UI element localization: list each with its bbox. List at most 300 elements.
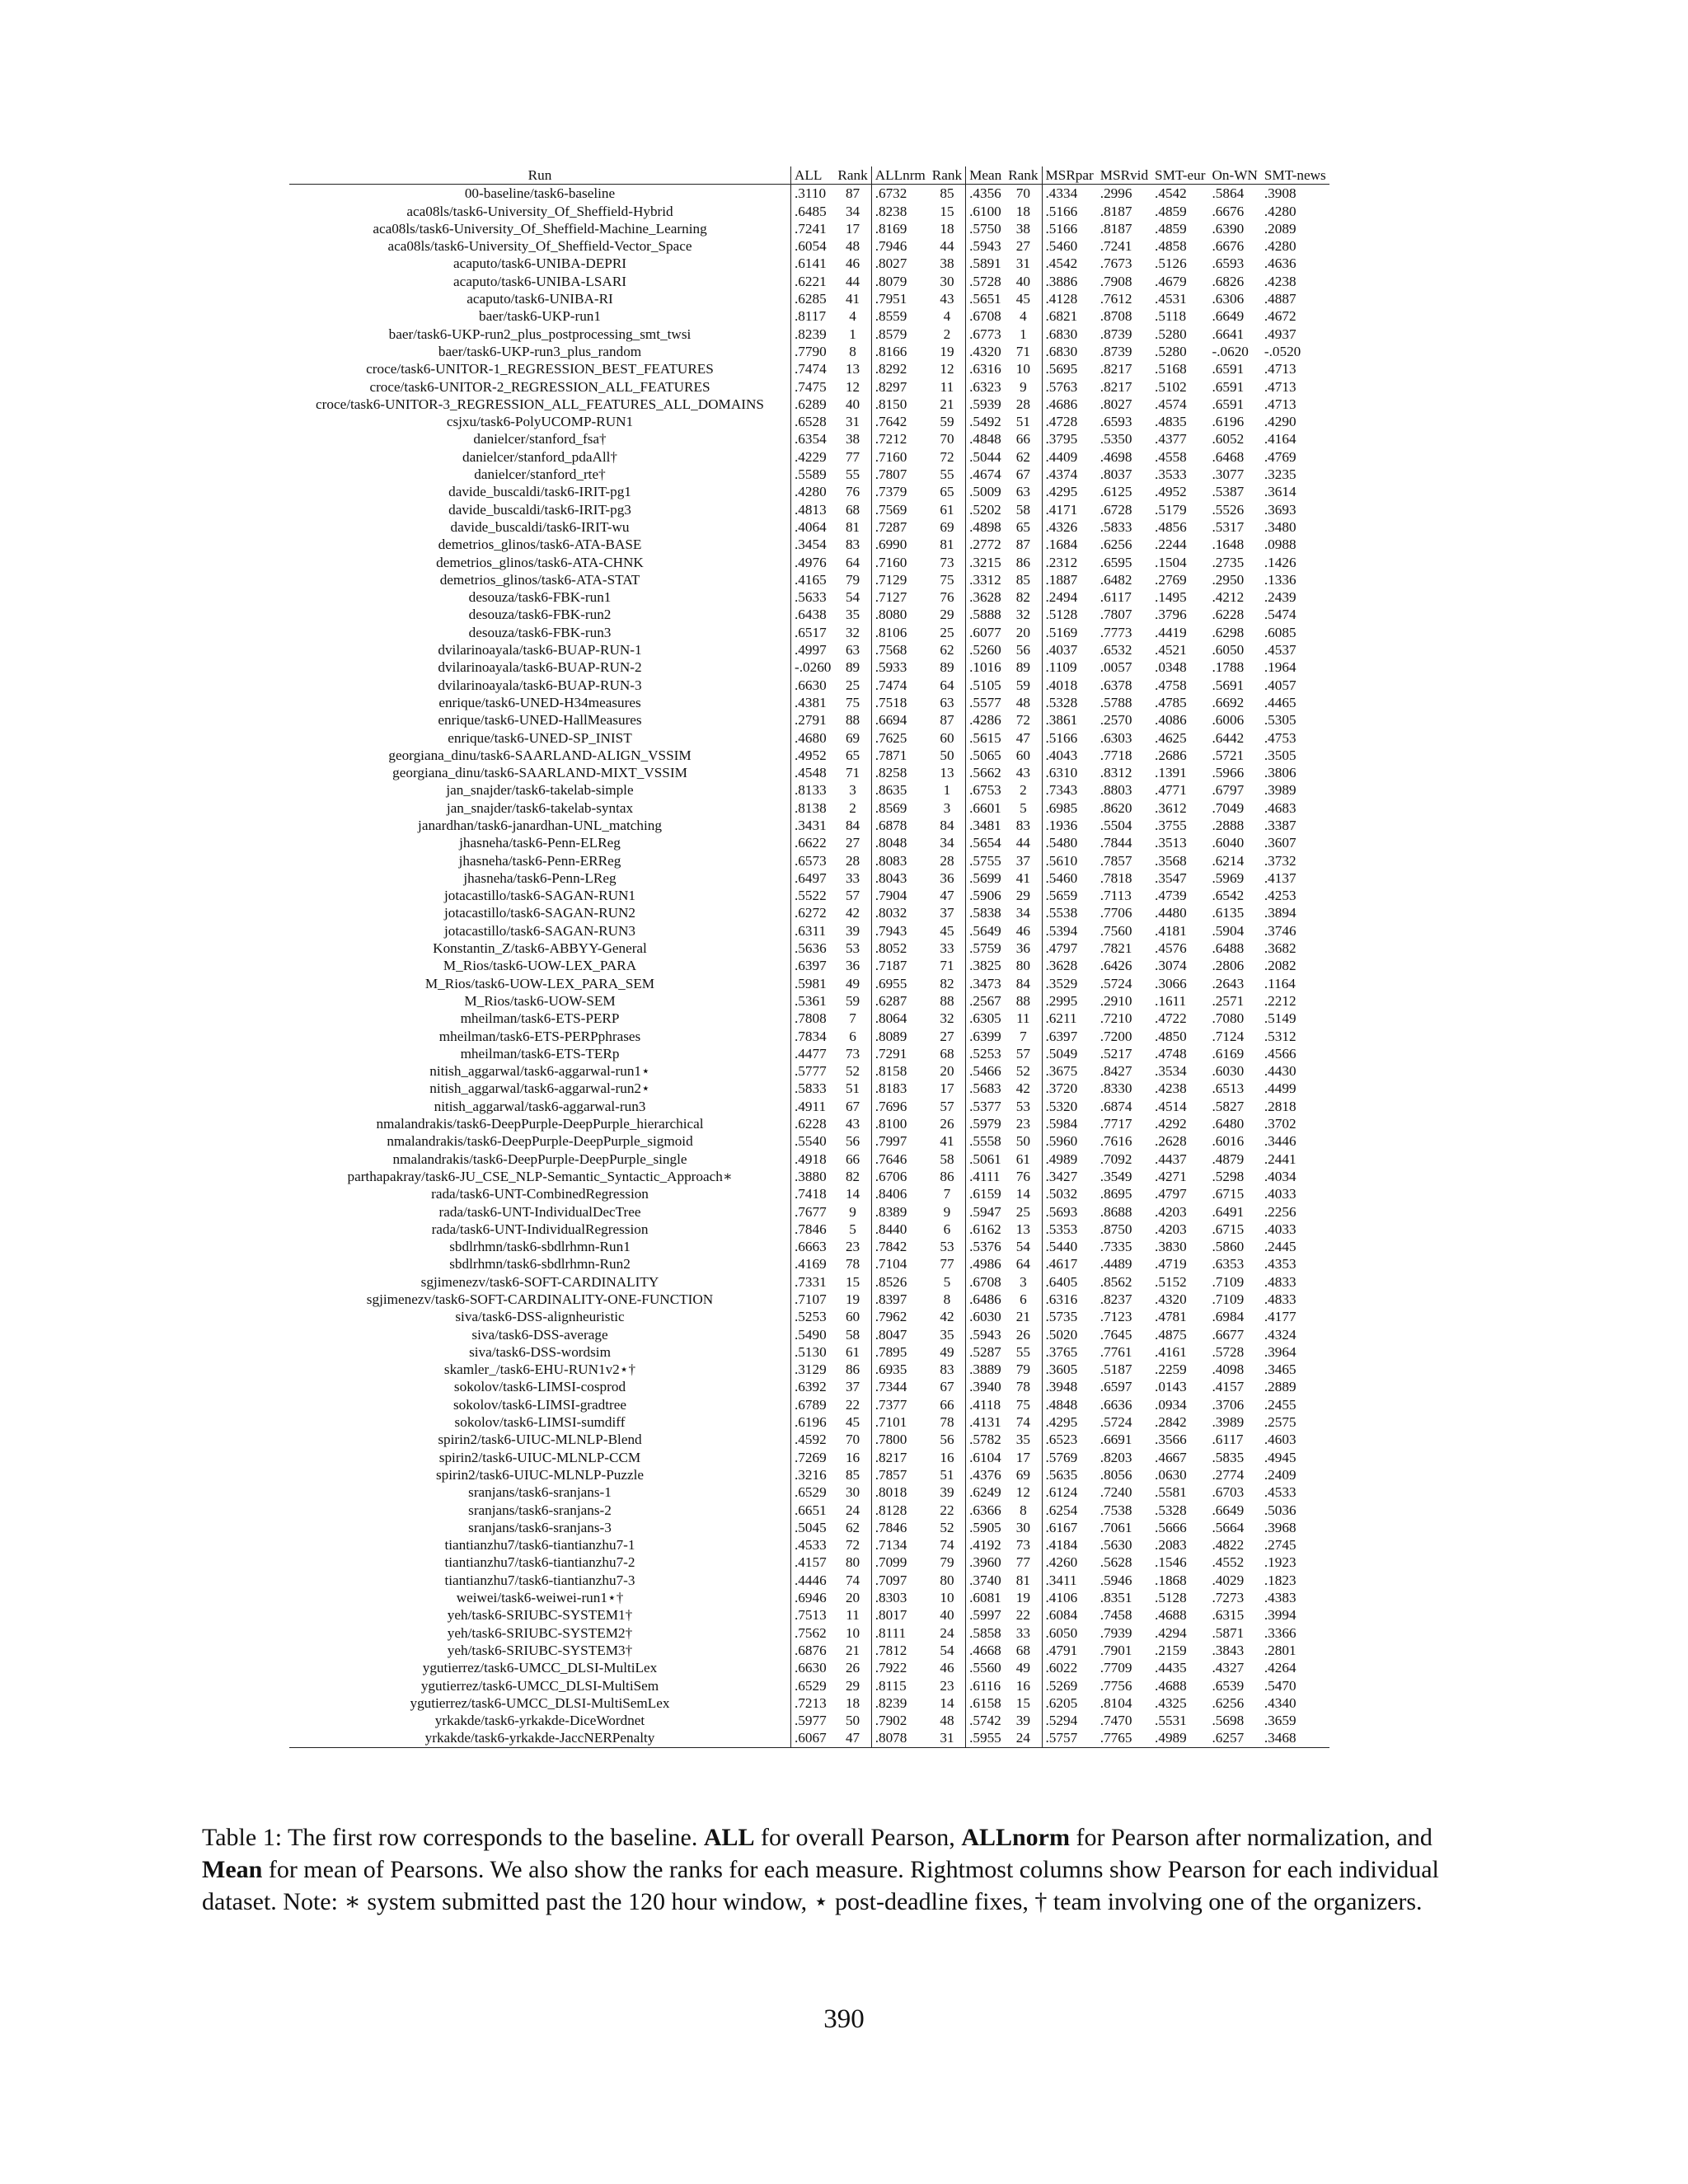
cell-msrpar: .5169 [1042, 624, 1097, 641]
cell-mean: .5947 [966, 1203, 1006, 1221]
cell-all: .5253 [791, 1308, 835, 1325]
cell-mean: .3889 [966, 1361, 1006, 1378]
cell-smt-eur: .3755 [1155, 817, 1187, 833]
cell-all-rank: 67 [845, 1098, 860, 1114]
cell-mean-rank: 41 [1015, 869, 1030, 886]
cell-all-rank: 15 [845, 1273, 860, 1290]
cell-all: .4813 [791, 501, 835, 518]
cell-msrvid: .7538 [1100, 1502, 1132, 1518]
cell-allnrm-rank: 43 [940, 291, 954, 307]
cell-mean-rank: 57 [1015, 1045, 1030, 1062]
cell-smt-eur: .4203 [1155, 1203, 1187, 1220]
cell-allnrm: .8048 [871, 834, 929, 851]
cell-mean: .5699 [966, 869, 1006, 887]
cell-msrvid: .7773 [1100, 624, 1132, 640]
cell-smt-news: .4465 [1264, 694, 1296, 710]
cell-allnrm: .8080 [871, 606, 929, 623]
cell-smt-eur: .2628 [1155, 1133, 1187, 1150]
cell-all-rank: 54 [845, 589, 860, 606]
cell-mean-rank: 12 [1015, 1484, 1030, 1501]
cell-msrvid: .5788 [1100, 694, 1132, 710]
cell-allnrm-rank: 20 [940, 1063, 954, 1080]
cell-run: sokolov/task6-LIMSI-sumdiff [454, 1414, 626, 1431]
cell-smt-eur: .1546 [1155, 1554, 1187, 1571]
table-row [289, 975, 1329, 992]
cell-mean-rank: 44 [1015, 835, 1030, 851]
cell-allnrm: .6990 [871, 536, 929, 553]
cell-smt-eur: .5128 [1155, 1590, 1187, 1606]
header-allnrm: ALLnrm [871, 166, 929, 185]
cell-allnrm-rank: 42 [940, 1309, 954, 1325]
cell-mean-rank: 65 [1015, 518, 1030, 535]
cell-all: .5977 [791, 1712, 835, 1729]
cell-smt-news: .3468 [1261, 1729, 1329, 1747]
cell-mean: .4898 [966, 518, 1006, 536]
cell-mean-rank: 74 [1015, 1414, 1030, 1431]
cell-on-wn: .4157 [1212, 1379, 1245, 1395]
table-row [289, 1624, 1329, 1642]
cell-run: rada/task6-UNT-IndividualDecTree [438, 1203, 641, 1220]
cell-allnrm: .7904 [871, 887, 929, 904]
cell-allnrm: .7568 [871, 641, 929, 658]
cell-all-rank: 70 [845, 1432, 860, 1448]
cell-allnrm: .7212 [871, 430, 929, 448]
cell-on-wn: .2735 [1212, 554, 1245, 570]
table-row [289, 536, 1329, 553]
cell-allnrm: .7812 [871, 1642, 929, 1659]
cell-run: davide_buscaldi/task6-IRIT-pg3 [448, 501, 631, 518]
cell-smt-eur: .4531 [1155, 291, 1187, 307]
cell-on-wn: .5864 [1212, 185, 1245, 202]
cell-smt-eur: .5280 [1155, 326, 1187, 342]
cell-mean-rank: 55 [1015, 1343, 1030, 1360]
cell-all: .3110 [791, 185, 835, 203]
cell-msrvid: .6636 [1100, 1396, 1132, 1413]
cell-on-wn: .6703 [1212, 1484, 1245, 1501]
cell-smt-news: .3702 [1264, 1116, 1296, 1132]
table-row [289, 1606, 1329, 1624]
cell-allnrm-rank: 74 [940, 1537, 954, 1554]
table-row [289, 1642, 1329, 1659]
cell-on-wn: .6052 [1212, 431, 1245, 448]
cell-msrvid: .2570 [1100, 712, 1132, 729]
cell-allnrm: .6287 [871, 992, 929, 1010]
cell-all: .6622 [791, 834, 835, 851]
cell-allnrm: .8150 [871, 396, 929, 413]
cell-mean: .5558 [966, 1132, 1006, 1150]
cell-msrvid: .7123 [1100, 1309, 1132, 1325]
cell-mean-rank: 28 [1015, 396, 1030, 412]
cell-all: .4533 [791, 1536, 835, 1554]
cell-smt-eur: .5280 [1155, 343, 1187, 359]
cell-smt-eur: .4771 [1155, 782, 1187, 799]
cell-allnrm-rank: 19 [940, 343, 954, 359]
cell-allnrm: .7646 [871, 1151, 929, 1168]
cell-msrvid: .7821 [1100, 940, 1132, 957]
cell-smt-news: .4753 [1264, 729, 1296, 746]
cell-allnrm: .7800 [871, 1431, 929, 1448]
cell-smt-news: .2455 [1264, 1396, 1296, 1413]
page-number: 390 [823, 2004, 865, 2034]
cell-smt-eur: .5102 [1155, 378, 1187, 395]
cell-on-wn: .6715 [1212, 1186, 1245, 1202]
cell-all: .6789 [791, 1396, 835, 1413]
cell-msrvid: .8037 [1100, 466, 1132, 483]
cell-allnrm-rank: 6 [943, 1221, 951, 1237]
cell-run: davide_buscaldi/task6-IRIT-wu [450, 518, 630, 535]
cell-mean-rank: 82 [1015, 589, 1030, 606]
cell-allnrm-rank: 12 [940, 361, 954, 377]
cell-all: .7241 [791, 220, 835, 237]
cell-msrvid: .7717 [1100, 1116, 1132, 1132]
cell-allnrm-rank: 76 [940, 589, 954, 606]
cell-mean: .6030 [966, 1308, 1006, 1325]
cell-all-rank: 83 [845, 537, 860, 553]
cell-all: .5540 [791, 1132, 835, 1150]
cell-msrvid: .8750 [1100, 1221, 1132, 1237]
cell-on-wn: .3706 [1212, 1396, 1245, 1413]
cell-msrpar: .4617 [1042, 1255, 1097, 1272]
cell-run: rada/task6-UNT-IndividualRegression [431, 1221, 649, 1237]
cell-on-wn: .7109 [1212, 1273, 1245, 1290]
cell-on-wn: .5860 [1212, 1239, 1245, 1255]
cell-on-wn: .5827 [1212, 1098, 1245, 1114]
cell-smt-news: .2439 [1264, 589, 1296, 606]
cell-msrpar: .3886 [1042, 273, 1097, 290]
cell-mean-rank: 24 [1005, 1729, 1042, 1747]
cell-on-wn: -.0620 [1212, 343, 1249, 359]
cell-allnrm-rank: 14 [940, 1694, 954, 1711]
cell-mean-rank: 47 [1015, 729, 1030, 746]
cell-smt-news: .3387 [1264, 817, 1296, 833]
cell-smt-eur: .4576 [1155, 940, 1187, 957]
cell-smt-news: .4280 [1264, 238, 1296, 255]
cell-run: jotacastillo/task6-SAGAN-RUN3 [443, 922, 635, 939]
cell-run: dvilarinoayala/task6-BUAP-RUN-2 [438, 659, 642, 676]
table-row [289, 501, 1329, 518]
cell-allnrm-rank: 62 [940, 642, 954, 658]
cell-allnrm-rank: 25 [940, 624, 954, 640]
table-row [289, 360, 1329, 377]
cell-msrpar: .5538 [1042, 904, 1097, 921]
cell-smt-news: .0988 [1264, 537, 1296, 553]
cell-msrvid: .6125 [1100, 484, 1132, 500]
cell-allnrm: .7902 [871, 1712, 929, 1729]
cell-mean: .6162 [966, 1221, 1006, 1238]
cell-all-rank: 46 [845, 255, 860, 272]
table-row [289, 1519, 1329, 1536]
cell-allnrm: .7097 [871, 1572, 929, 1589]
cell-all: .6528 [791, 413, 835, 430]
cell-mean: .6486 [966, 1291, 1006, 1308]
cell-mean-rank: 31 [1015, 255, 1030, 272]
cell-allnrm-rank: 48 [940, 1713, 954, 1729]
table-row [289, 1045, 1329, 1062]
cell-allnrm-rank: 88 [940, 992, 954, 1009]
cell-mean-rank: 22 [1015, 1607, 1030, 1624]
cell-all-rank: 53 [845, 940, 860, 957]
cell-all: .4976 [791, 554, 835, 571]
cell-smt-news: .4057 [1264, 677, 1296, 693]
cell-mean-rank: 59 [1015, 677, 1030, 693]
table-row [289, 1483, 1329, 1501]
cell-all: .6485 [791, 203, 835, 220]
cell-mean-rank: 77 [1015, 1554, 1030, 1571]
cell-allnrm: .7846 [871, 1519, 929, 1536]
cell-on-wn: .2774 [1212, 1466, 1245, 1483]
cell-all-rank: 68 [845, 501, 860, 518]
cell-run: acaputo/task6-UNIBA-DEPRI [452, 255, 627, 272]
table-row [289, 1361, 1329, 1378]
cell-mean: .5577 [966, 694, 1006, 711]
cell-smt-news: .2212 [1264, 992, 1296, 1009]
cell-all: .7562 [791, 1624, 835, 1642]
cell-on-wn: .6135 [1212, 905, 1245, 921]
caption-bold-all: ALL [703, 1824, 755, 1851]
cell-msrvid: .8427 [1100, 1063, 1132, 1080]
cell-smt-news: .3968 [1264, 1519, 1296, 1535]
cell-msrpar: .3765 [1042, 1343, 1097, 1361]
table-row [289, 430, 1329, 448]
cell-on-wn: .6797 [1212, 782, 1245, 799]
cell-all-rank: 48 [845, 238, 860, 255]
cell-mean-rank: 43 [1015, 765, 1030, 781]
cell-smt-news: .3693 [1264, 501, 1296, 518]
cell-mean: .5065 [966, 747, 1006, 764]
cell-mean: .4356 [966, 185, 1006, 203]
cell-smt-eur: .4781 [1155, 1309, 1187, 1325]
cell-smt-eur: .1504 [1155, 554, 1187, 570]
cell-all-rank: 50 [845, 1713, 860, 1729]
cell-smt-eur: .4785 [1155, 694, 1187, 710]
cell-mean: .5891 [966, 255, 1006, 272]
cell-allnrm: .7569 [871, 501, 929, 518]
cell-mean-rank: 37 [1015, 852, 1030, 869]
cell-all: .5636 [791, 940, 835, 957]
cell-run: mheilman/task6-ETS-TERp [460, 1045, 620, 1062]
cell-all: .4165 [791, 571, 835, 588]
cell-smt-news: .2745 [1264, 1537, 1296, 1554]
cell-msrvid: .6728 [1100, 501, 1132, 518]
cell-allnrm: .7943 [871, 922, 929, 940]
cell-mean: .6104 [966, 1449, 1006, 1466]
cell-msrpar: .5394 [1042, 922, 1097, 940]
cell-mean-rank: 46 [1015, 922, 1030, 939]
cell-smt-eur: .5152 [1155, 1273, 1187, 1290]
cell-all-rank: 10 [845, 1624, 860, 1641]
cell-mean: .5728 [966, 273, 1006, 290]
cell-run: siva/task6-DSS-average [471, 1326, 608, 1343]
cell-smt-news: .4164 [1264, 431, 1296, 448]
cell-msrpar: .6124 [1042, 1483, 1097, 1501]
table-row [289, 554, 1329, 571]
cell-all-rank: 79 [845, 571, 860, 588]
table-row [289, 1694, 1329, 1712]
cell-all-rank: 64 [845, 554, 860, 570]
table-row [289, 1343, 1329, 1361]
cell-msrpar: .4295 [1042, 483, 1097, 500]
cell-run: nitish_aggarwal/task6-aggarwal-run1⋆ [429, 1063, 650, 1080]
cell-mean: .6081 [966, 1589, 1006, 1606]
cell-mean-rank: 49 [1015, 1660, 1030, 1676]
cell-mean-rank: 21 [1015, 1309, 1030, 1325]
cell-allnrm: .8239 [871, 1694, 929, 1712]
cell-msrvid: .6595 [1100, 554, 1132, 570]
cell-mean: .5649 [966, 922, 1006, 940]
cell-mean-rank: 62 [1015, 448, 1030, 465]
cell-mean: .6366 [966, 1502, 1006, 1519]
table-row [289, 1712, 1329, 1729]
table-row [289, 1010, 1329, 1027]
cell-all: .7107 [791, 1291, 835, 1308]
table-row [289, 483, 1329, 500]
cell-smt-news: .4672 [1264, 308, 1296, 325]
cell-smt-news: .4280 [1264, 203, 1296, 219]
cell-on-wn: .4327 [1212, 1660, 1245, 1676]
cell-allnrm-rank: 77 [940, 1256, 954, 1272]
cell-all-rank: 43 [845, 1116, 860, 1132]
cell-all-rank: 44 [845, 273, 860, 289]
cell-allnrm-rank: 8 [943, 1291, 951, 1307]
cell-mean: .4192 [966, 1536, 1006, 1554]
cell-smt-eur: .4859 [1155, 203, 1187, 219]
cell-msrpar: .7343 [1042, 781, 1097, 799]
cell-on-wn: .7080 [1212, 1010, 1245, 1027]
cell-allnrm-rank: 30 [940, 273, 954, 289]
cell-on-wn: .5721 [1212, 747, 1245, 763]
cell-allnrm-rank: 78 [940, 1414, 954, 1431]
cell-on-wn: .1648 [1212, 537, 1245, 553]
cell-smt-news: .2409 [1264, 1466, 1296, 1483]
cell-allnrm-rank: 9 [943, 1203, 951, 1220]
caption-bold-allnorm: ALLnorm [961, 1824, 1070, 1851]
cell-msrpar: .4171 [1042, 501, 1097, 518]
cell-smt-news: .3682 [1264, 940, 1296, 957]
cell-smt-eur: .4679 [1155, 273, 1187, 289]
cell-mean: .6753 [966, 781, 1006, 799]
cell-smt-news: .4683 [1264, 799, 1296, 816]
cell-run: sranjans/task6-sranjans-2 [468, 1502, 612, 1518]
cell-mean-rank: 83 [1015, 817, 1030, 833]
cell-all-rank: 31 [845, 414, 860, 430]
cell-msrpar: .4326 [1042, 518, 1097, 536]
cell-allnrm-rank: 7 [943, 1186, 951, 1202]
cell-mean-rank: 52 [1015, 1063, 1030, 1080]
cell-run: enrique/task6-UNED-SP_INIST [448, 729, 632, 746]
cell-run: yeh/task6-SRIUBC-SYSTEM2† [447, 1624, 633, 1641]
cell-on-wn: .5664 [1212, 1519, 1245, 1535]
cell-allnrm-rank: 69 [940, 518, 954, 535]
table-row [289, 624, 1329, 641]
cell-msrvid: .8203 [1100, 1449, 1132, 1465]
cell-run: aca08ls/task6-University_Of_Sheffield-Machine_Learning [373, 220, 707, 237]
cell-smt-eur: .3513 [1155, 835, 1187, 851]
table-row [289, 1659, 1329, 1676]
cell-msrvid: .7645 [1100, 1326, 1132, 1343]
cell-mean: .5044 [966, 448, 1006, 466]
cell-msrpar: .5128 [1042, 606, 1097, 623]
cell-msrpar: .5166 [1042, 220, 1097, 237]
table-row [289, 255, 1329, 272]
cell-on-wn: .6016 [1212, 1133, 1245, 1150]
cell-all-rank: 77 [845, 448, 860, 465]
cell-msrpar: .3427 [1042, 1168, 1097, 1185]
cell-mean-rank: 73 [1015, 1537, 1030, 1554]
cell-msrvid: .8803 [1100, 782, 1132, 799]
cell-all-rank: 29 [845, 1677, 860, 1694]
table-row [289, 887, 1329, 904]
cell-msrvid: .6597 [1100, 1379, 1132, 1395]
table-row [289, 1413, 1329, 1431]
cell-smt-eur: .4521 [1155, 642, 1187, 658]
cell-all: .7677 [791, 1203, 835, 1221]
cell-run: tiantianzhu7/task6-tiantianzhu7-2 [444, 1554, 635, 1571]
cell-smt-eur: .3568 [1155, 852, 1187, 869]
cell-msrvid: .8562 [1100, 1273, 1132, 1290]
cell-run: enrique/task6-UNED-H34measures [438, 694, 641, 710]
cell-run: M_Rios/task6-UOW-SEM [464, 992, 616, 1009]
cell-on-wn: .6593 [1212, 255, 1245, 272]
cell-all-rank: 11 [846, 1607, 860, 1624]
cell-all: .4997 [791, 641, 835, 658]
cell-all-rank: 86 [845, 1361, 860, 1378]
cell-on-wn: .6117 [1212, 1432, 1244, 1448]
cell-all-rank: 14 [845, 1186, 860, 1202]
cell-mean: .5253 [966, 1045, 1006, 1062]
cell-mean-rank: 51 [1015, 414, 1030, 430]
cell-msrpar: .6821 [1042, 307, 1097, 325]
table-row [289, 307, 1329, 325]
cell-smt-news: .4353 [1264, 1256, 1296, 1272]
cell-run: ygutierrez/task6-UMCC_DLSI-MultiSemLex [410, 1694, 670, 1711]
cell-allnrm-rank: 52 [940, 1519, 954, 1535]
cell-msrvid: .7616 [1100, 1133, 1132, 1150]
cell-msrvid: .4489 [1100, 1256, 1132, 1272]
cell-allnrm: .7287 [871, 518, 929, 536]
cell-all-rank: 40 [845, 396, 860, 412]
cell-msrvid: .8187 [1100, 203, 1132, 219]
cell-allnrm-rank: 3 [943, 799, 951, 816]
cell-msrvid: .5724 [1100, 975, 1132, 991]
cell-smt-eur: .2083 [1155, 1537, 1187, 1554]
cell-on-wn: .5698 [1212, 1713, 1245, 1729]
cell-mean: .5858 [966, 1624, 1006, 1642]
cell-allnrm: .7379 [871, 483, 929, 500]
cell-run: jhasneha/task6-Penn-LReg [463, 869, 617, 886]
cell-on-wn: .6591 [1212, 396, 1245, 412]
cell-allnrm-rank: 60 [940, 729, 954, 746]
cell-on-wn: .6542 [1212, 888, 1245, 904]
cell-smt-eur: .5118 [1155, 308, 1187, 325]
cell-run: spirin2/task6-UIUC-MLNLP-Puzzle [435, 1466, 645, 1483]
cell-allnrm-rank: 23 [940, 1677, 954, 1694]
table-row [289, 1677, 1329, 1694]
cell-allnrm: .8166 [871, 343, 929, 360]
cell-on-wn: .6488 [1212, 940, 1245, 957]
cell-all: .3454 [791, 536, 835, 553]
cell-msrpar: .3628 [1042, 957, 1097, 974]
table-row [289, 571, 1329, 588]
cell-run: spirin2/task6-UIUC-MLNLP-CCM [438, 1449, 641, 1465]
cell-on-wn: .6539 [1212, 1677, 1245, 1694]
cell-mean: .6399 [966, 1028, 1006, 1045]
table-row [289, 957, 1329, 974]
table-row [289, 852, 1329, 869]
cell-msrvid: .7673 [1100, 255, 1132, 272]
cell-run: sranjans/task6-sranjans-1 [468, 1484, 612, 1501]
cell-allnrm: .8217 [871, 1449, 929, 1466]
cell-smt-news: .1164 [1264, 975, 1296, 991]
